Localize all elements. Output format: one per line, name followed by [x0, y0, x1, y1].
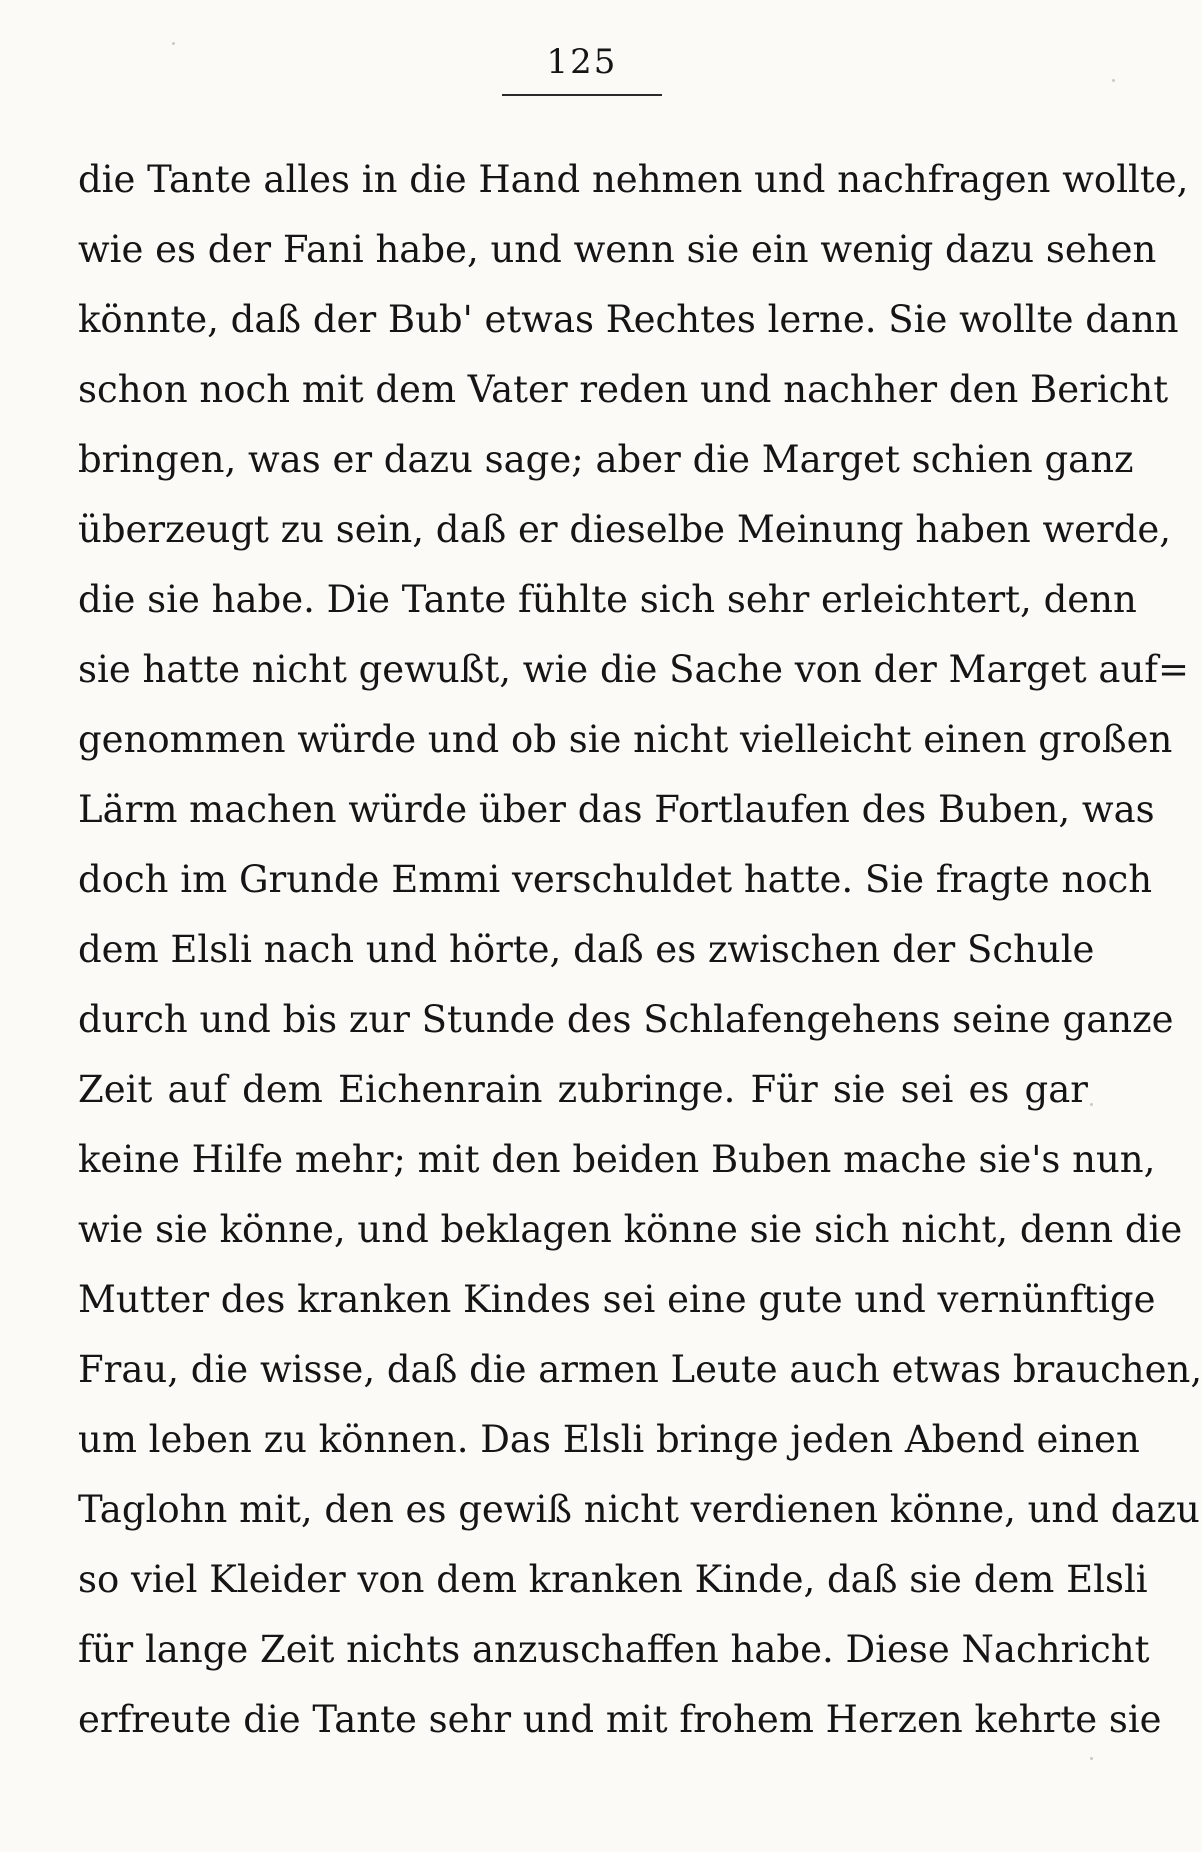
text-line-18: Frau, die wisse, daß die armen Leute auch etwas brauchen, [78, 1348, 1202, 1391]
text-line-13: durch und bis zur Stunde des Schlafengehens seine ganze [78, 998, 1174, 1041]
paper-speck [1112, 79, 1115, 82]
text-line-8: sie hatte nicht gewußt, wie die Sache von der Marget auf= [78, 648, 1189, 691]
text-line-9: genommen würde und ob sie nicht vielleicht einen großen [78, 718, 1173, 761]
text-line-1: die Tante alles in die Hand nehmen und nachfragen wollte, [78, 158, 1189, 201]
page-number: 125 [546, 42, 618, 82]
header-rule [502, 94, 662, 96]
text-line-19: um leben zu können. Das Elsli bringe jeden Abend einen [78, 1418, 1140, 1461]
paper-speck [1090, 1103, 1093, 1106]
text-line-23: erfreute die Tante sehr und mit frohem Herzen kehrte sie [78, 1698, 1162, 1741]
text-line-5: bringen, was er dazu sage; aber die Marget schien ganz [78, 438, 1134, 481]
text-line-14: Zeit auf dem Eichenrain zubringe. Für sie sei es gar [78, 1068, 1088, 1111]
text-line-7: die sie habe. Die Tante fühlte sich sehr erleichtert, denn [78, 578, 1137, 621]
text-line-21: so viel Kleider von dem kranken Kinde, daß sie dem Elsli [78, 1558, 1148, 1601]
text-line-12: dem Elsli nach und hörte, daß es zwischen der Schule [78, 928, 1095, 971]
text-line-10: Lärm machen würde über das Fortlaufen des Buben, was [78, 788, 1155, 831]
text-line-2: wie es der Fani habe, und wenn sie ein wenig dazu sehen [78, 228, 1157, 271]
body-text [78, 145, 1202, 1755]
paper-speck [1090, 1757, 1093, 1760]
paper-speck [172, 42, 175, 45]
page-header [0, 42, 1164, 82]
text-line-20: Taglohn mit, den es gewiß nicht verdienen könne, und dazu [78, 1488, 1200, 1531]
text-line-15: keine Hilfe mehr; mit den beiden Buben mache sie's nun, [78, 1138, 1156, 1181]
text-line-22: für lange Zeit nichts anzuschaffen habe. Diese Nachricht [78, 1628, 1150, 1671]
text-line-16: wie sie könne, und beklagen könne sie sich nicht, denn die [78, 1208, 1183, 1251]
text-line-6: überzeugt zu sein, daß er dieselbe Meinung haben werde, [78, 508, 1172, 551]
text-line-17: Mutter des kranken Kindes sei eine gute und vernünftige [78, 1278, 1156, 1321]
text-line-3: könnte, daß der Bub' etwas Rechtes lerne. Sie wollte dann [78, 298, 1179, 341]
text-line-4: schon noch mit dem Vater reden und nachher den Bericht [78, 368, 1169, 411]
text-line-11: doch im Grunde Emmi verschuldet hatte. Sie fragte noch [78, 858, 1153, 901]
